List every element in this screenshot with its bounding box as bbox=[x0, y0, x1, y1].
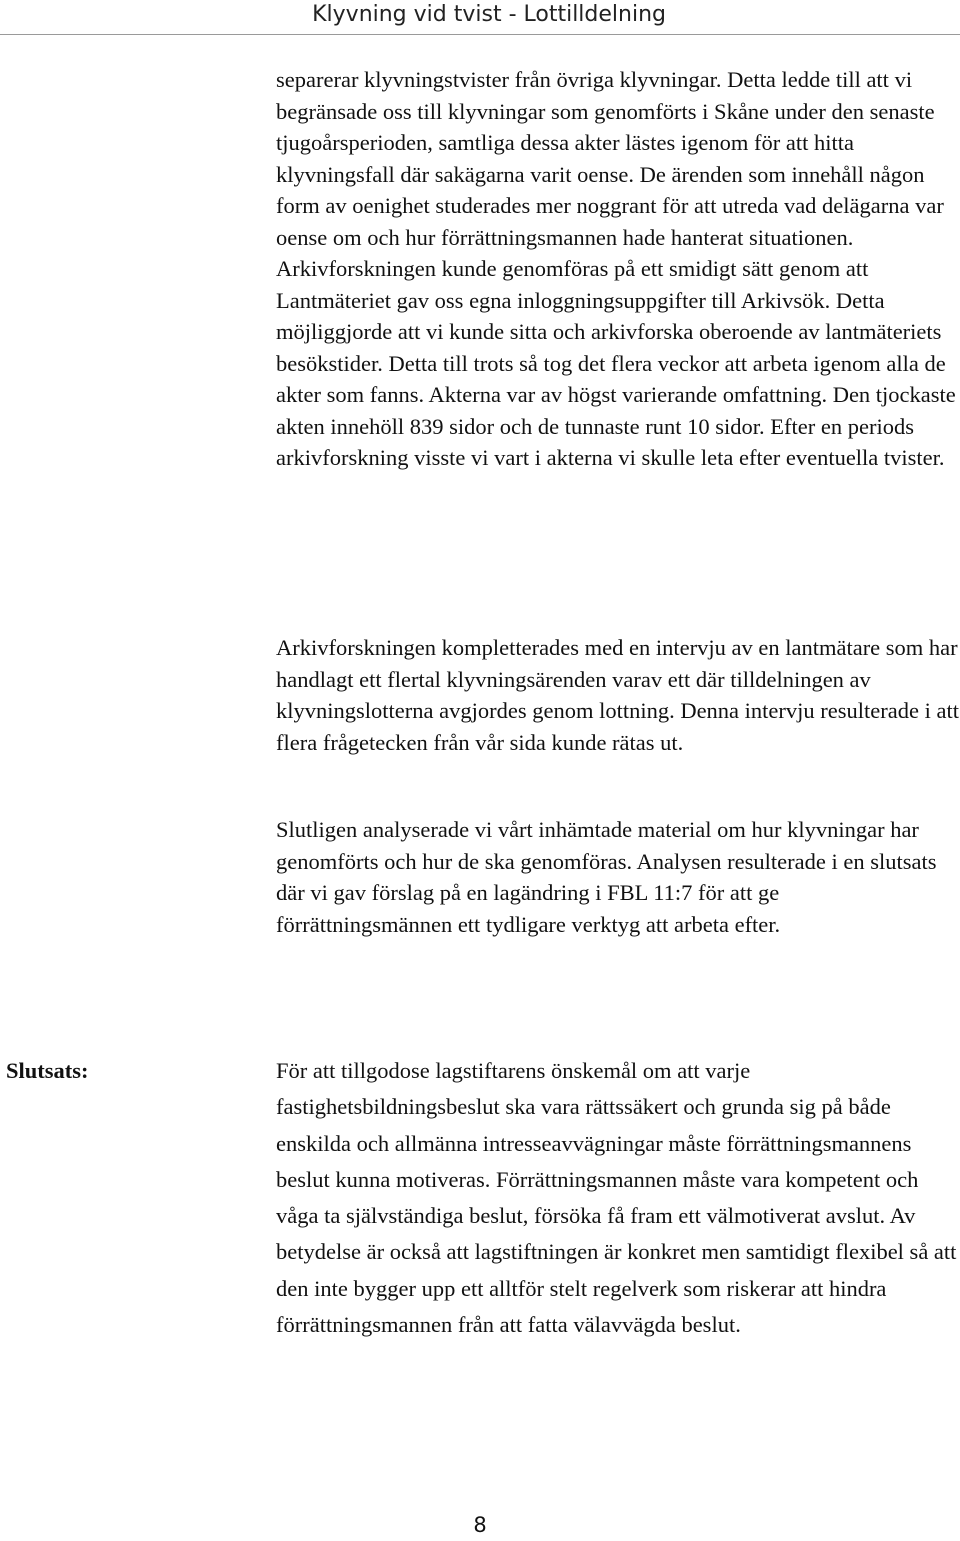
page-number: 8 bbox=[473, 1513, 487, 1537]
body-paragraph-3: Slutligen analyserade vi vårt inhämtade material om hur klyvningar har genomförts och hur de ska genomföras. Analysen resulterade i en slutsats där vi gav förslag på en lagändring i FBL 11:7 för att ge förrättningsmännen ett tydligare verktyg att arbeta efter. bbox=[276, 817, 937, 937]
header-title: Klyvning vid tvist - Lottilldelning bbox=[312, 2, 666, 27]
conclusion-text: För att tillgodose lagstiftarens önskemål om att varje fastighetsbildningsbeslut ska vara rättssäkert och grunda sig på både enskilda och allmänna intresseavvägningar måste förrättningsmannens beslut kunna motiveras. Förrättningsmannen måste vara kompetent och våga ta självständiga beslut, försöka få fram ett välmotiverat avslut. Av betydelse är också att lagstiftningen är konkret men samtidigt flexibel så att den inte bygger upp ett alltför stelt regelverk som riskerar att hindra förrättningsmannen från att fatta välavvägda beslut. bbox=[276, 1058, 957, 1338]
conclusion-label: Slutsats: bbox=[6, 1058, 89, 1083]
body-paragraph-2: Arkivforskningen kompletterades med en intervju av en lantmätare som har handlagt ett flertal klyvningsärenden varav ett där tilldelningen av klyvningslotterna avgjordes genom lottning. Denna intervju resulterade i att flera frågetecken från vår sida kunde rätas ut. bbox=[276, 635, 959, 755]
body-paragraph-1: separerar klyvningstvister från övriga klyvningar. Detta ledde till att vi begränsade oss till klyvningar som genomförts i Skåne under den senaste tjugoårsperioden, samtliga dessa akter lästes igenom för att hitta klyvningsfall där sakägarna varit oense. De ärenden som innehåll någon form av oenighet studerades mer noggrant för att utreda vad delägarna var oense om och hur förrättningsmannen hade hanterat situationen. Arkivforskningen kunde genomföras på ett smidigt sätt genom att Lantmäteriet gav oss egna inloggningsuppgifter till Arkivsök. Detta möjliggjorde att vi kunde sitta och arkivforska oberoende av lantmäteriets besökstider. Detta till trots så tog det flera veckor att arbeta igenom alla de akter som fanns. Akterna var av högst varierande omfattning. Den tjockaste akten innehöll 839 sidor och de tunnaste runt 10 sidor. Efter en periods arkivforskning visste vi vart i akterna vi skulle leta efter eventuella tvister. bbox=[276, 67, 956, 470]
running-header bbox=[0, 0, 960, 35]
